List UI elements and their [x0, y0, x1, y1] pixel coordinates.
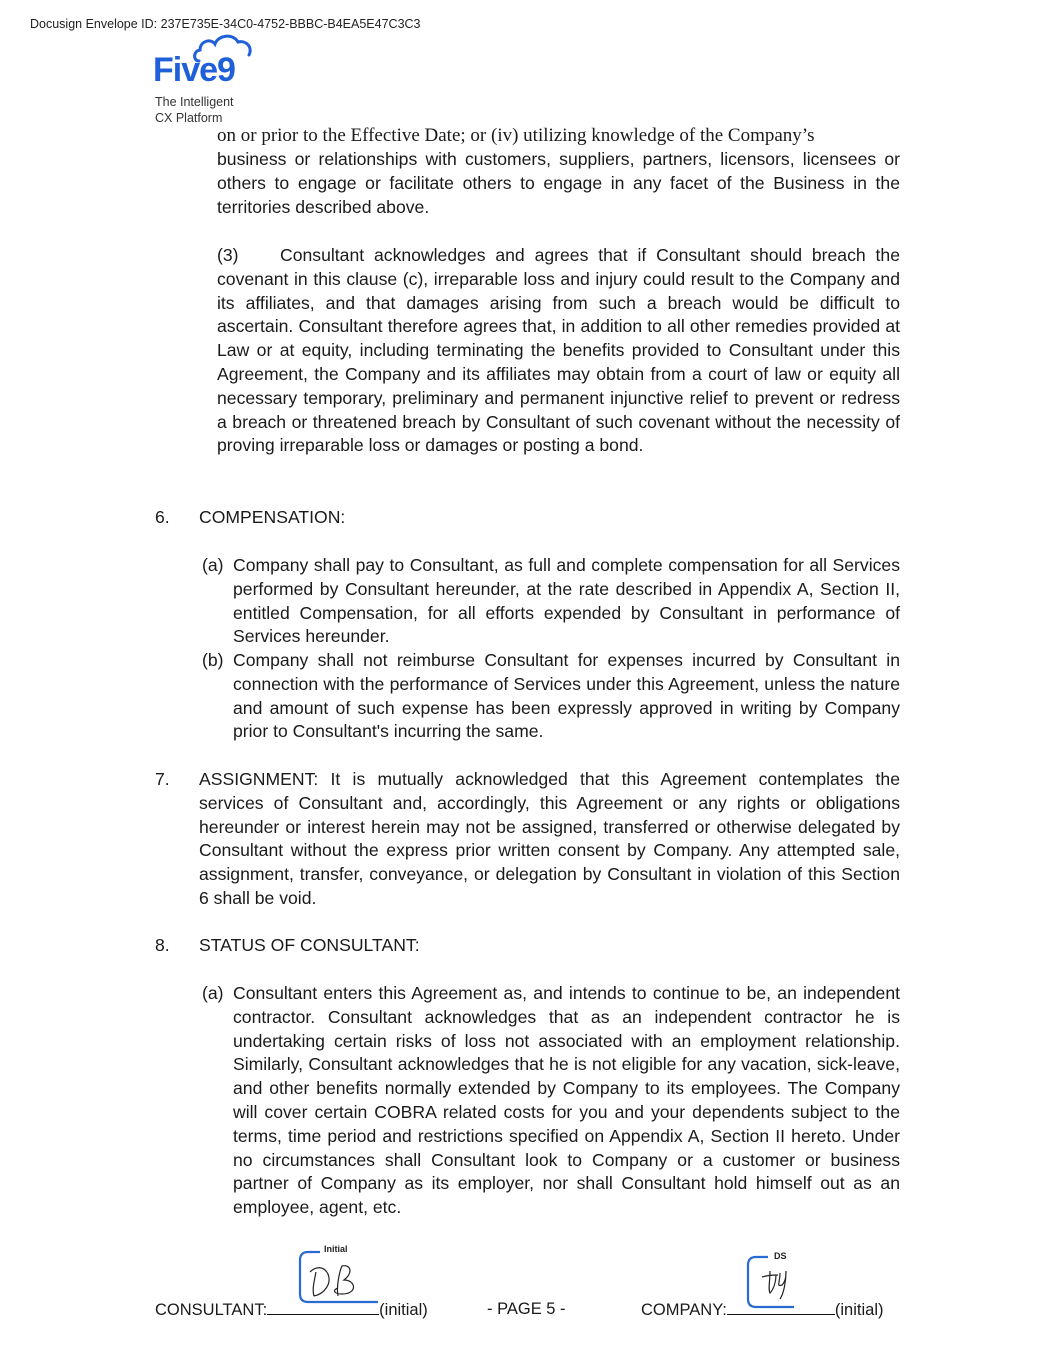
section-8a-label: (a) — [202, 983, 224, 1003]
section-8-number: 8. — [155, 935, 170, 955]
section-8-title: STATUS OF CONSULTANT: — [199, 935, 420, 955]
company-initial-suffix: (initial) — [834, 1301, 884, 1319]
section-6b-label: (b) — [202, 650, 224, 670]
company-initial-field[interactable] — [727, 1298, 835, 1315]
consultant-initial-line — [155, 1298, 428, 1321]
company-label: COMPANY: — [641, 1301, 727, 1319]
consultant-initial-field[interactable] — [267, 1298, 379, 1315]
section-6b-text: Company shall not reimburse Consultant for expenses incurred by Consultant in connection with the performance of Services under this Agreement, unless the nature and amount of such expense has been expressly approved in writing by Company prior to Consultant's incurring the same. — [233, 650, 900, 742]
section-8a-text: Consultant enters this Agreement as, and intends to continue to be, an independent contractor. Consultant acknowledges that as an independent contractor he is undertaking certain risks of loss not associated with an employment relationship. Similarly, Consultant acknowledges that he is not eligible for any vacation, sick-leave, and other benefits normally extended by Company to its employees. The Company will cover certain COBRA related costs for you and your dependents subject to the terms, time period and restrictions specified on Appendix A, Section II hereto. Under no circumstances shall Consultant look to Company or a customer or business partner of Company as its employer, nor shall Consultant hold himself out as an employee, agent, etc. — [233, 983, 900, 1218]
page-number: - PAGE 5 - — [487, 1300, 566, 1318]
section-6-title: COMPENSATION: — [199, 507, 346, 527]
five9-logo — [153, 33, 273, 128]
section-6a-label: (a) — [202, 555, 224, 575]
logo-tagline-1: The Intelligent — [155, 95, 234, 109]
section-6a-text: Company shall pay to Consultant, as full and complete compensation for all Services performed by Consultant hereunder, at the rate described in Appendix A, Section II, entitled Compensation, for all efforts expended by Consultant in performance of Services hereunder. — [233, 555, 900, 647]
consultant-label: CONSULTANT: — [155, 1301, 268, 1319]
logo-tagline-2: CX Platform — [155, 111, 223, 125]
company-stamp-label: DS — [774, 1251, 787, 1261]
envelope-id: Docusign Envelope ID: 237E735E-34C0-4752-BBBC-B4EA5E47C3C3 — [30, 17, 421, 31]
section-6-number: 6. — [155, 507, 170, 527]
consultant-stamp-label: Initial — [324, 1244, 348, 1254]
consultant-initial-suffix: (initial) — [379, 1301, 428, 1319]
clause-3-text: Consultant acknowledges and agrees that if Consultant should breach the covenant in this clause (c), irreparable loss and injury could result to the Company and its affiliates, and that damages arising from such a breach would be difficult to ascertain. Consultant therefore agrees that, in addition to all other remedies provided at Law or at equity, including terminating the benefits provided to Consultant under this Agreement, the Company and its affiliates may obtain from a court of law or equity all necessary temporary, preliminary and permanent injunctive relief to prevent or redress a breach or threatened breach by Consultant of such covenant without the necessity of proving irreparable loss or damages or posting a bond. — [217, 245, 900, 456]
continuation-first-line: on or prior to the Effective Date; or (iv) utilizing knowledge of the Company’s — [217, 125, 815, 146]
logo-wordmark: Five9 — [153, 51, 235, 89]
company-initial-line — [641, 1298, 883, 1321]
section-7-text: ASSIGNMENT: It is mutually acknowledged that this Agreement contemplates the services of Consultant and, accordingly, this Agreement or any rights or obligations hereunder or interest herein may not be assigned, transferred or otherwise delegated by Consultant without the express prior written consent by Company. Any attempted sale, assignment, transfer, conveyance, or delegation by Consultant in violation of this Section 6 shall be void. — [199, 769, 900, 908]
clause-3-label: (3) — [217, 245, 239, 265]
continuation-paragraph: business or relationships with customers, suppliers, partners, licensors, licensees or others to engage or facilitate others to engage in any facet of the Business in the territories described above. — [217, 149, 900, 217]
section-7-number: 7. — [155, 769, 170, 789]
